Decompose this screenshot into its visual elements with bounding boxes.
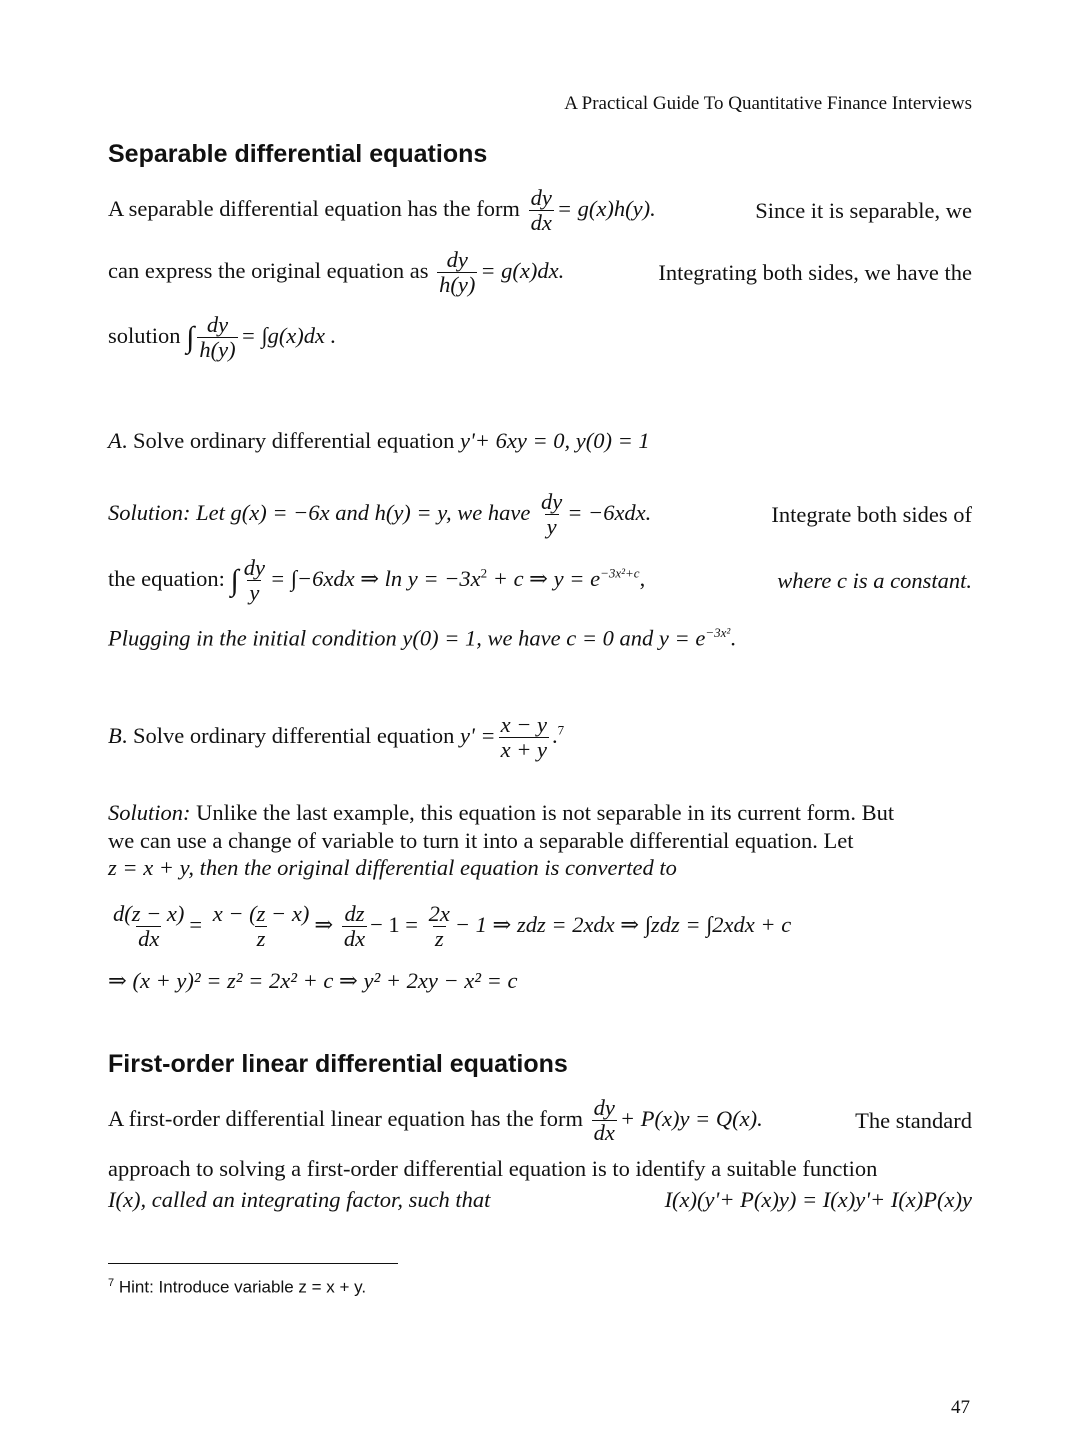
footnote: $^7$ Hint: Introduce variable z = x + y. (108, 1277, 367, 1297)
problem-a-statement: A. Solve ordinary differential equation y'+ 6xy = 0, y(0) = 1 (108, 428, 650, 453)
page-number: 47 (951, 1397, 970, 1418)
fraction: $\frac{dy}{y}$ (243, 555, 265, 606)
fraction: $\frac{dy}{h(y)}$ (439, 247, 476, 298)
running-header: A Practical Guide To Quantitative Finance Interviews (564, 93, 972, 114)
derivation-line-1: $\frac{d(z - x)}{dx}$ = $\frac{x - (z - x)}{z}$ ⇒ $\frac{dz}{dx}$ − 1 = $\frac{2x}{z}$ − 1 ⇒ zdz = 2xdx ⇒ ∫zdz = ∫2xdx + c (113, 901, 792, 952)
solution-line: Solution: Let g(x) = −6x and h(y) = y, we have $\frac{dy}{y}$ = −6xdx. Integrate both sides of (108, 489, 972, 540)
solution-line: we can use a change of variable to turn it into a separable differential equation. Let (108, 828, 854, 853)
paragraph-line: approach to solving a first-order differential equation is to identify a suitable function (108, 1156, 878, 1181)
fraction: $\frac{x - (z - x)}{z}$ (212, 901, 310, 952)
fraction: $\frac{dy}{dx}$ (530, 185, 552, 236)
solution-line: the equation: ∫ $\frac{dy}{y}$ = ∫−6xdx ⇒ $\ln y = -3x^2 + c$ ⇒ $y = e^{-3x^2+c}$, where c is a constant. (108, 555, 972, 606)
section-heading-first-order: First-order linear differential equations (108, 1050, 568, 1078)
problem-b-statement: B. Solve ordinary differential equation y' = $\frac{x - y}{x + y}$ .$^7$ (108, 712, 565, 763)
fraction: $\frac{dy}{dx}$ (593, 1095, 615, 1146)
paragraph-line: I(x), called an integrating factor, such that I(x)(y'+ P(x)y) = I(x)y'+ I(x)P(x)y (108, 1187, 972, 1212)
solution-line: Solution: Unlike the last example, this equation is not separable in its current form. But (108, 800, 895, 825)
derivation-line-2: ⇒ (x + y)² = z² = 2x² + c ⇒ y² + 2xy − x² = c (108, 968, 518, 993)
paragraph-line: A first-order differential linear equation has the form $\frac{dy}{dx}$ + P(x)y = Q(x). The standard (108, 1095, 972, 1146)
fraction: $\frac{x - y}{x + y}$ (500, 712, 548, 763)
fraction: $\frac{dy}{h(y)}$ (199, 312, 236, 363)
footnote-ref[interactable]: 7 (557, 722, 565, 738)
fraction: $\frac{dy}{y}$ (540, 489, 563, 540)
integral-symbol: ∫ (230, 563, 239, 597)
paragraph-line: solution ∫ $\frac{dy}{h(y)}$ = ∫g(x)dx . (108, 312, 337, 363)
section-heading-separable: Separable differential equations (108, 140, 488, 168)
footnote-divider (108, 1263, 398, 1264)
integral-symbol: ∫ (186, 320, 195, 354)
fraction: $\frac{d(z - x)}{dx}$ (113, 901, 185, 952)
solution-line: z = x + y, then the original differential equation is converted to (108, 855, 677, 880)
paragraph-line: can express the original equation as $\frac{dy}{h(y)}$ = g(x)dx. Integrating both sides, we have the (108, 247, 972, 298)
paragraph-line: A separable differential equation has the form $\frac{dy}{dx}$ = g(x)h(y). Since it is separable, we (108, 185, 972, 236)
fraction: $\frac{dz}{dx}$ (343, 901, 366, 952)
solution-line: Plugging in the initial condition y(0) = 1, we have c = 0 and $y = e^{-3x^2}$. (108, 625, 736, 651)
fraction: $\frac{2x}{z}$ (428, 901, 450, 952)
